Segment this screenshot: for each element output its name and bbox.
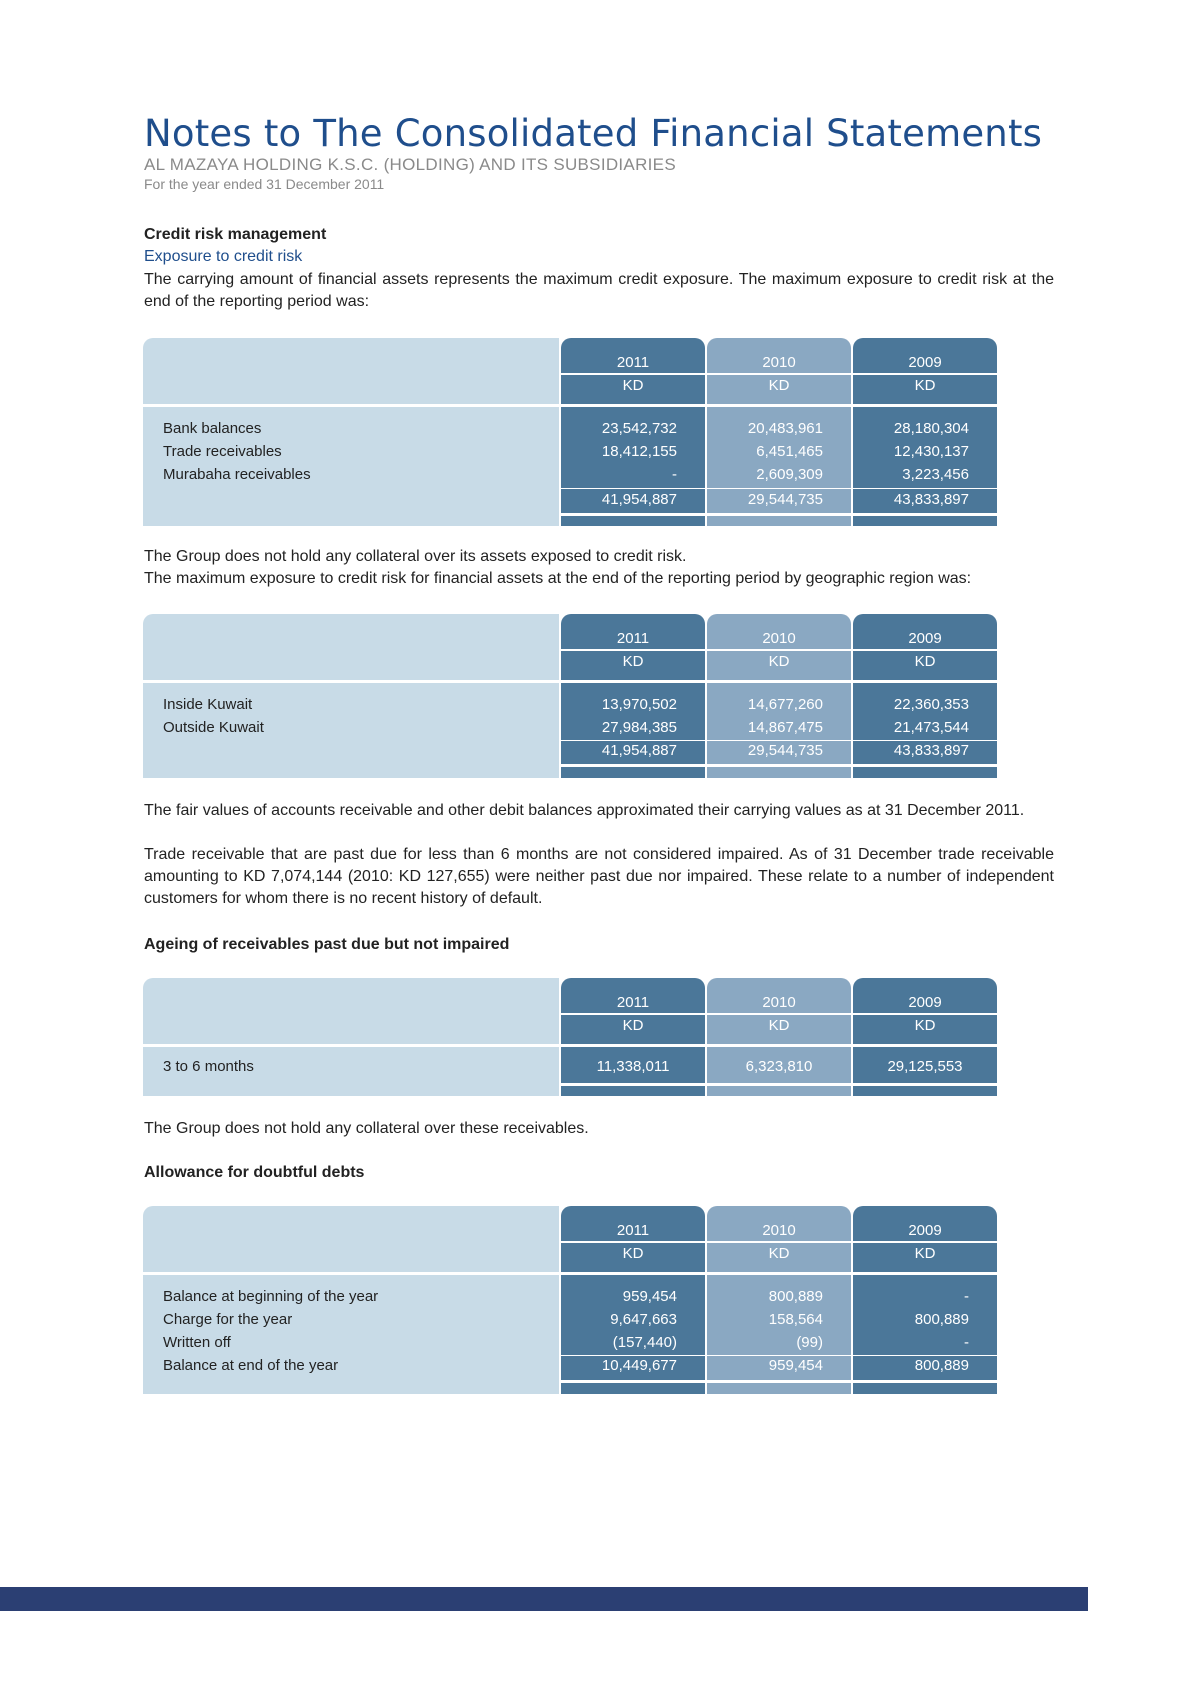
cell-value: 959,454: [622, 1288, 677, 1305]
total-value: 43,833,897: [893, 742, 969, 759]
column-2011: [561, 978, 705, 1096]
column-2009: [853, 978, 997, 1096]
row-label: Bank balances: [163, 420, 262, 437]
geographic-intro: The maximum exposure to credit risk for financial assets at the end of the reporting period by geographic region was:: [144, 570, 972, 587]
ageing-heading: Ageing of receivables past due but not impaired: [144, 936, 510, 953]
column-2010: [707, 338, 851, 526]
allowance-table: [143, 1206, 996, 1394]
cell-value: -: [964, 1334, 969, 1351]
row-label: Charge for the year: [163, 1311, 293, 1328]
cell-value: -: [672, 466, 677, 483]
cell-value: 23,542,732: [601, 420, 677, 437]
column-year: 2011: [616, 354, 650, 371]
cell-value: 800,889: [914, 1311, 969, 1328]
column-year: 2009: [908, 354, 942, 371]
column-year: 2009: [908, 1222, 942, 1239]
cell-value: 18,412,155: [601, 443, 677, 460]
column-2011: [561, 1206, 705, 1394]
receivables-collateral-note: The Group does not hold any collateral over these receivables.: [144, 1120, 589, 1137]
reporting-period: For the year ended 31 December 2011: [144, 176, 385, 192]
total-value: 800,889: [914, 1357, 969, 1374]
total-value: 10,449,677: [601, 1357, 677, 1374]
cell-value: (99): [796, 1334, 823, 1351]
column-2010: [707, 978, 851, 1096]
row-label: Inside Kuwait: [163, 696, 253, 713]
cell-value: 158,564: [768, 1311, 823, 1328]
fair-value-paragraph: The fair values of accounts receivable and other debit balances approximated their carrying values as at 31 December 2011.: [144, 802, 1025, 819]
trade-receivable-paragraph: Trade receivable that are past due for less than 6 months are not considered impaired. As of 31 December trade receivable amounting to KD 7,074,144 (2010: KD 127,655) were neither past due nor impaired. These relate to a number of independent customers for whom there is no recent history of default.: [144, 846, 1054, 907]
geographic-exposure-table: [143, 614, 996, 778]
cell-value: 800,889: [768, 1288, 823, 1305]
credit-exposure-table: [143, 338, 996, 526]
row-label: Murabaha receivables: [163, 466, 311, 483]
row-label: Trade receivables: [163, 443, 282, 460]
page-title: Notes to The Consolidated Financial Statements: [144, 112, 1043, 155]
total-value: 41,954,887: [601, 491, 677, 508]
cell-value: -: [964, 1288, 969, 1305]
cell-value: 14,677,260: [747, 696, 823, 713]
column-unit: KD: [768, 1245, 790, 1262]
cell-value: 3,223,456: [902, 466, 969, 483]
column-2009: [853, 614, 997, 778]
column-unit: KD: [914, 1017, 936, 1034]
column-2009: [853, 1206, 997, 1394]
column-unit: KD: [622, 653, 644, 670]
row-label: Balance at beginning of the year: [163, 1288, 379, 1305]
column-year: 2010: [762, 354, 796, 371]
total-value: 29,544,735: [747, 491, 823, 508]
column-unit: KD: [622, 377, 644, 394]
column-year: 2009: [908, 994, 942, 1011]
cell-value: 22,360,353: [893, 696, 969, 713]
column-unit: KD: [914, 1245, 936, 1262]
cell-value: 21,473,544: [893, 719, 969, 736]
cell-value: 2,609,309: [756, 466, 823, 483]
cell-value: 6,451,465: [756, 443, 823, 460]
collateral-note: The Group does not hold any collateral over its assets exposed to credit risk.: [144, 548, 687, 565]
column-year: 2011: [616, 994, 650, 1011]
cell-value: 20,483,961: [747, 420, 823, 437]
column-unit: KD: [622, 1017, 644, 1034]
column-2011: [561, 614, 705, 778]
row-label: 3 to 6 months: [163, 1058, 254, 1075]
cell-value: 13,970,502: [601, 696, 677, 713]
cell-value: 6,323,810: [745, 1058, 813, 1075]
footer-bar: [0, 1587, 1088, 1611]
cell-value: 11,338,011: [596, 1058, 670, 1075]
label-panel: [143, 978, 559, 1096]
total-value: 43,833,897: [893, 491, 969, 508]
cell-value: 14,867,475: [747, 719, 823, 736]
cell-value: 28,180,304: [893, 420, 969, 437]
column-unit: KD: [914, 653, 936, 670]
total-value: 959,454: [768, 1357, 823, 1374]
column-unit: KD: [768, 377, 790, 394]
ageing-table: [143, 978, 996, 1096]
total-value: 41,954,887: [601, 742, 677, 759]
row-label: Balance at end of the year: [163, 1357, 339, 1374]
company-name: AL MAZAYA HOLDING K.S.C. (HOLDING) AND ITS SUBSIDIARIES: [144, 155, 676, 174]
column-year: 2010: [762, 630, 796, 647]
cell-value: (157,440): [612, 1334, 677, 1351]
cell-value: 12,430,137: [893, 443, 969, 460]
credit-intro-paragraph: The carrying amount of financial assets represents the maximum credit exposure. The maximum exposure to credit risk at the end of the reporting period was:: [144, 271, 1054, 310]
column-year: 2010: [762, 1222, 796, 1239]
credit-risk-heading: Credit risk management: [144, 226, 327, 243]
cell-value: 9,647,663: [610, 1311, 677, 1328]
allowance-heading: Allowance for doubtful debts: [144, 1164, 365, 1181]
column-year: 2010: [762, 994, 796, 1011]
column-year: 2011: [616, 1222, 650, 1239]
column-year: 2011: [616, 630, 650, 647]
row-label: Outside Kuwait: [163, 719, 264, 736]
column-unit: KD: [768, 1017, 790, 1034]
exposure-subheading: Exposure to credit risk: [144, 248, 303, 265]
column-year: 2009: [908, 630, 942, 647]
column-2010: [707, 1206, 851, 1394]
column-2010: [707, 614, 851, 778]
cell-value: 29,125,553: [887, 1058, 963, 1075]
column-unit: KD: [914, 377, 936, 394]
total-value: 29,544,735: [747, 742, 823, 759]
column-unit: KD: [622, 1245, 644, 1262]
cell-value: 27,984,385: [601, 719, 677, 736]
column-2009: [853, 338, 997, 526]
row-label: Written off: [163, 1334, 231, 1351]
column-2011: [561, 338, 705, 526]
column-unit: KD: [768, 653, 790, 670]
